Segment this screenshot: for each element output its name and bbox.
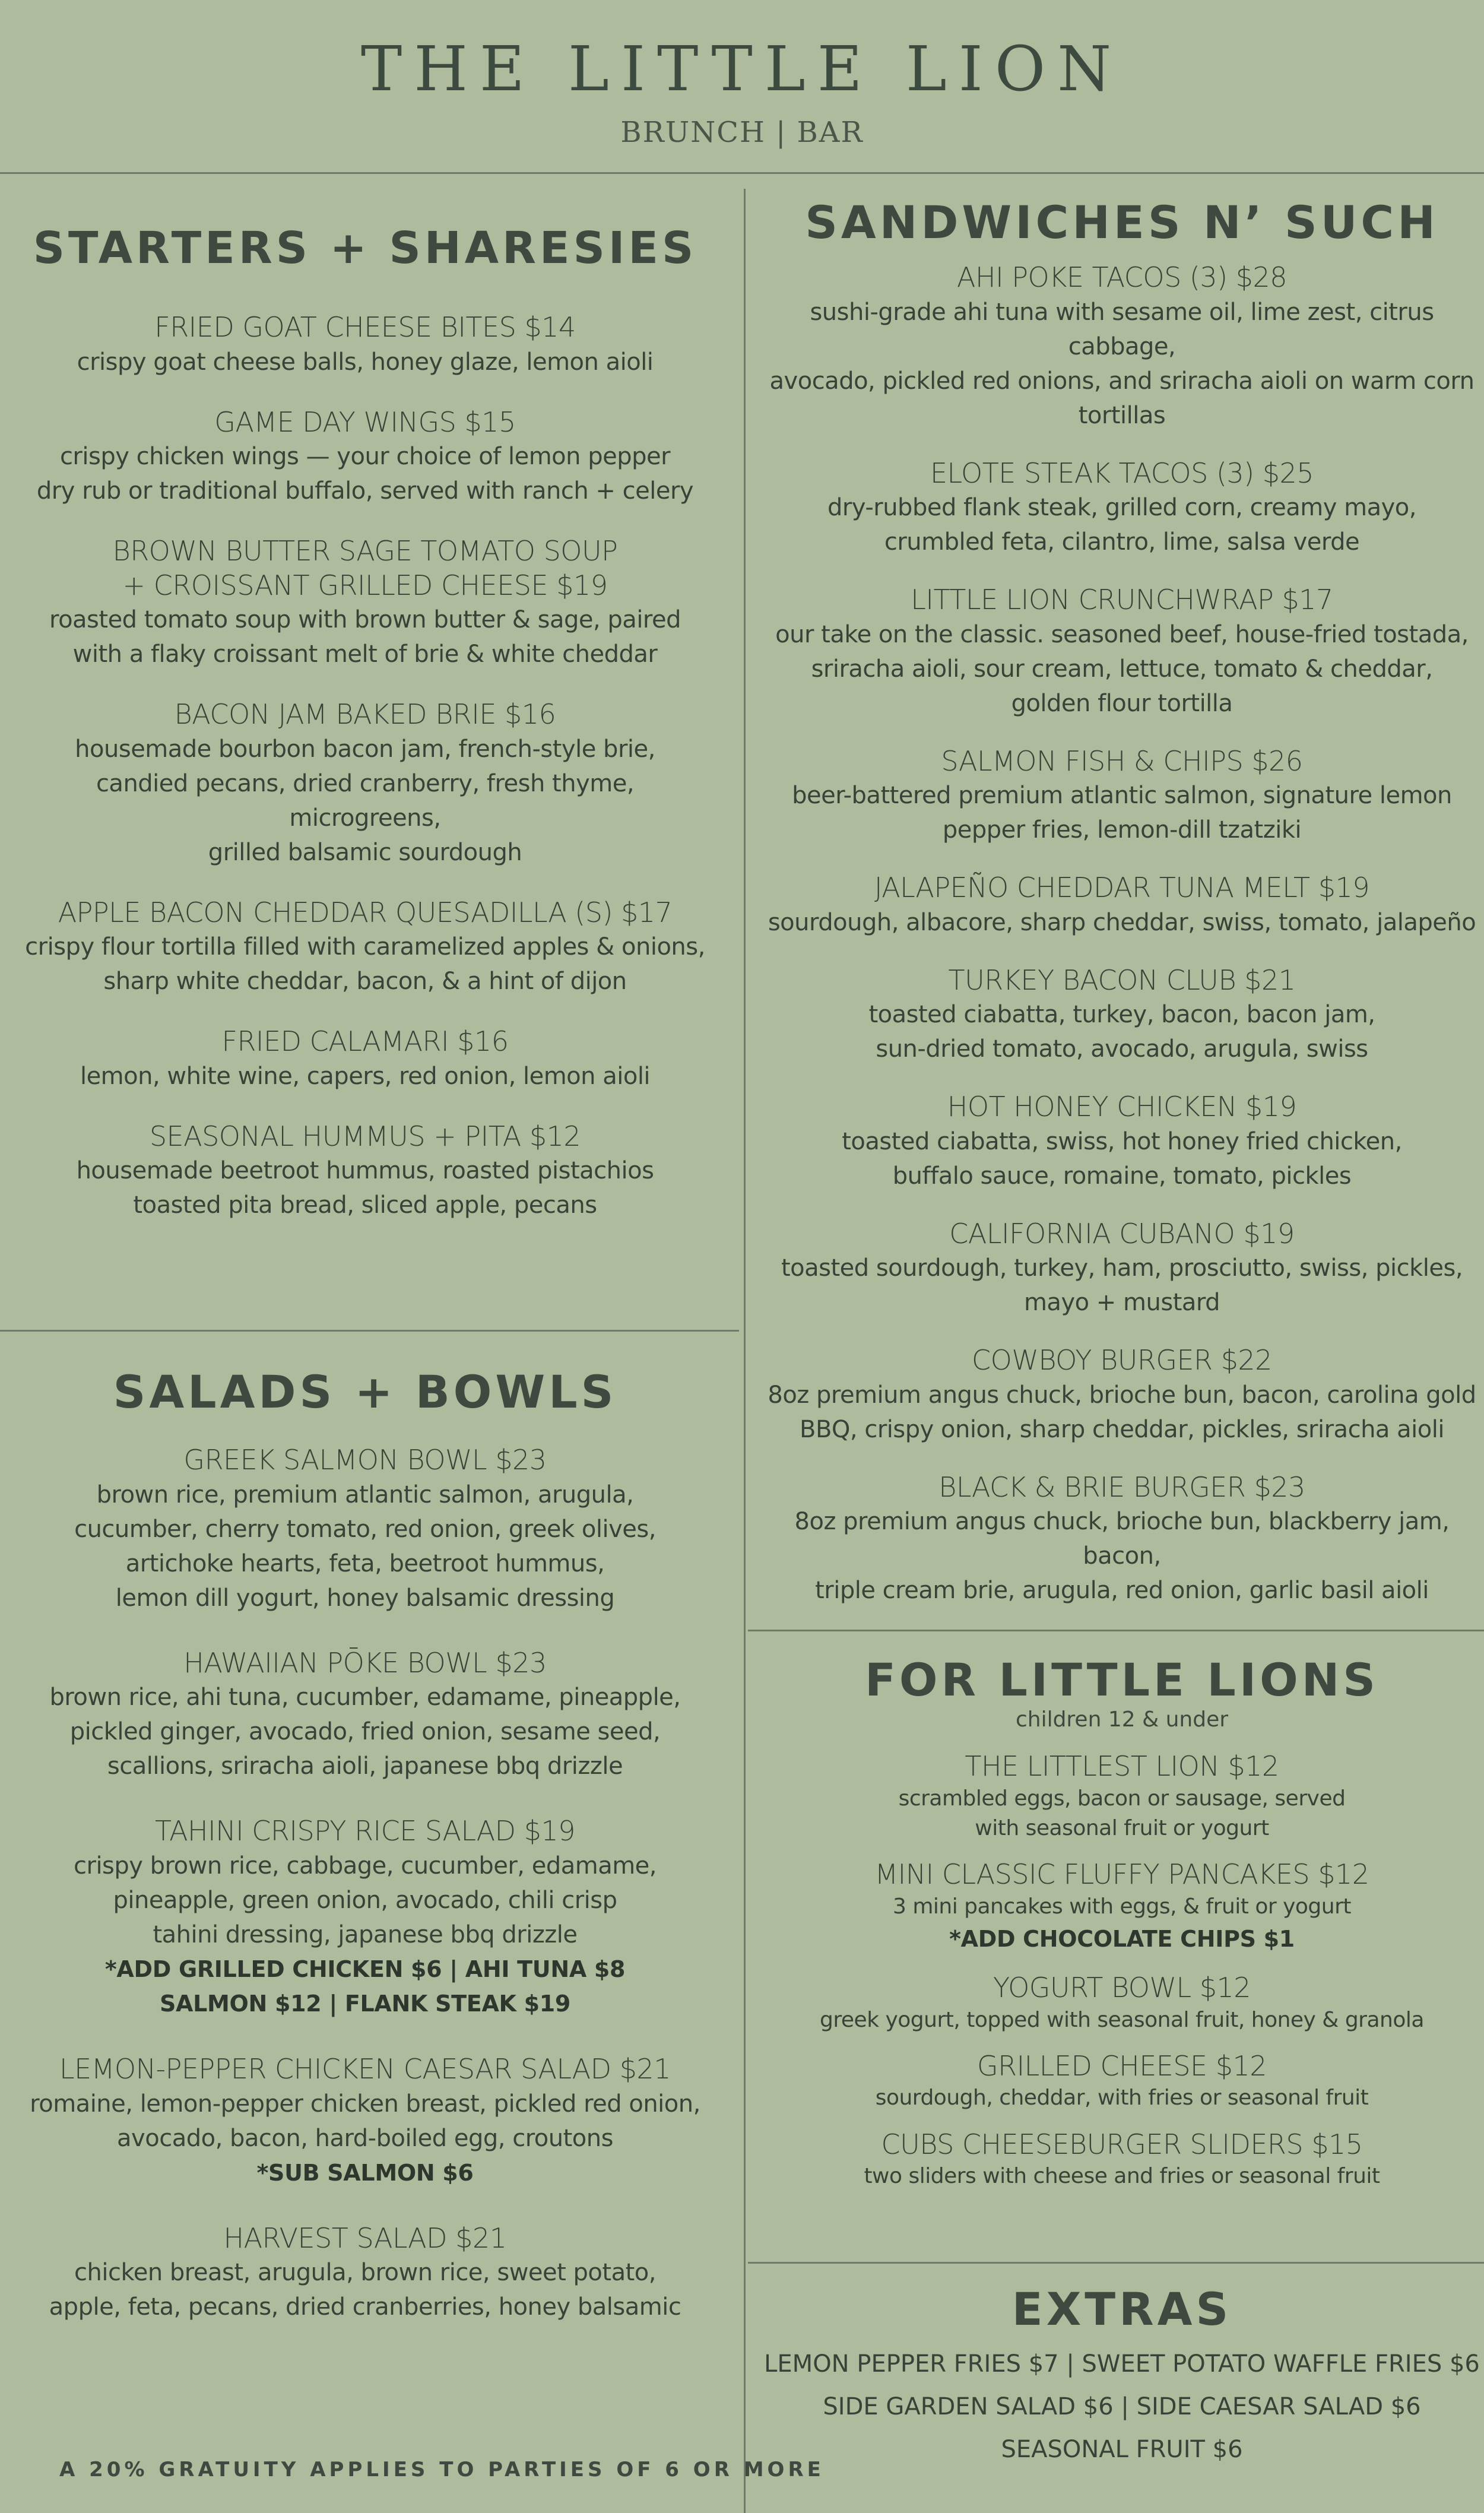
menu-item-name: SEASONAL HUMMUS + PITA $12	[149, 1120, 581, 1152]
salads-section	[24, 1365, 706, 2355]
menu-item	[760, 583, 1484, 721]
menu-item-description: dry-rubbed flank steak, grilled corn, creamy mayo, crumbled feta, cilantro, lime, salsa verde	[827, 494, 1416, 556]
menu-item-name: FRIED CALAMARI $16	[221, 1025, 509, 1057]
menu-item-description: toasted sourdough, turkey, ham, prosciutto, swiss, pickles, mayo + mustard	[781, 1254, 1463, 1316]
menu-item	[760, 261, 1484, 433]
salads-item-list	[24, 1443, 706, 2324]
menu-item	[24, 698, 706, 870]
menu-item	[24, 1814, 706, 2021]
menu-item-name: LEMON-PEPPER CHICKEN CAESAR SALAD $21	[59, 2053, 671, 2086]
menu-item-name: GAME DAY WINGS $15	[214, 405, 516, 438]
menu-item-name: THE LITTLEST LION $12	[965, 1750, 1279, 1782]
extras-line-item: LEMON PEPPER FRIES $7 | SWEET POTATO WAFFLE FRIES $6	[764, 2350, 1480, 2378]
starters-item-list	[24, 310, 706, 1222]
menu-item-name: JALAPEÑO CHEDDAR TUNA MELT $19	[874, 872, 1370, 904]
menu-item	[760, 1750, 1484, 1843]
extras-line-item: SIDE GARDEN SALAD $6 | SIDE CAESAR SALAD $6	[823, 2393, 1421, 2420]
menu-item-name: LITTLE LION CRUNCHWRAP $17	[911, 584, 1333, 616]
menu-item-name: GRILLED CHEESE $12	[976, 2049, 1267, 2082]
extras-section	[760, 2283, 1484, 2471]
menu-item-name: ELOTE STEAK TACOS (3) $25	[930, 457, 1314, 489]
starters-salads-divider	[0, 1330, 739, 1332]
menu-item	[760, 1858, 1484, 1957]
menu-item-name: COWBOY BURGER $22	[972, 1344, 1272, 1376]
menu-item	[24, 1025, 706, 1094]
section-title-starters: STARTERS + SHARESIES	[33, 223, 697, 274]
menu-item-name: TURKEY BACON CLUB $21	[948, 964, 1296, 996]
menu-item-description: scrambled eggs, bacon or sausage, served with seasonal fruit or yogurt	[898, 1786, 1346, 1840]
menu-item	[24, 1646, 706, 1784]
menu-item-description: brown rice, premium atlantic salmon, arugula, cucumber, cherry tomato, red onion, greek olives, artichoke hearts, feta, beetroot hummus, lemon dill yogurt, honey balsamic dressing	[74, 1481, 656, 1612]
menu-item-description: housemade bourbon bacon jam, french-style brie, candied pecans, dried cranberry, fresh thyme, microgreens, grilled balsamic sourdough	[75, 735, 655, 866]
gratuity-footnote: A 20% GRATUITY APPLIES TO PARTIES OF 6 OR MORE	[59, 2458, 825, 2482]
menu-item	[24, 1120, 706, 1223]
menu-item-name: BACON JAM BAKED BRIE $16	[174, 698, 556, 730]
menu-item-name: BROWN BUTTER SAGE TOMATO SOUP + CROISSANT GRILLED CHEESE $19	[112, 535, 618, 601]
menu-item	[24, 896, 706, 999]
menu-item-description: crispy brown rice, cabbage, cucumber, edamame, pineapple, green onion, avocado, chili crisp tahini dressing, japanese bbq drizzle	[74, 1852, 657, 1948]
menu-item	[760, 1343, 1484, 1447]
restaurant-logo-title: THE LITTLE LION	[360, 33, 1124, 105]
kids-subtitle: children 12 & under	[1015, 1707, 1229, 1732]
menu-item-name: HAWAIIAN PŌKE BOWL $23	[183, 1646, 547, 1679]
menu-item	[760, 2128, 1484, 2192]
vertical-column-divider	[744, 189, 746, 2513]
menu-item-name: BLACK & BRIE BURGER $23	[938, 1471, 1305, 1503]
menu-item-name: MINI CLASSIC FLUFFY PANCAKES $12	[874, 1858, 1369, 1891]
menu-item-description: crispy goat cheese balls, honey glaze, lemon aioli	[77, 348, 654, 376]
menu-item	[760, 1090, 1484, 1193]
menu-item-description: chicken breast, arugula, brown rice, sweet potato, apple, feta, pecans, dried cranberries, honey balsamic	[49, 2259, 681, 2321]
menu-item	[760, 1471, 1484, 1608]
extras-list	[760, 2343, 1484, 2471]
section-title-extras: EXTRAS	[1011, 2283, 1232, 2335]
menu-item-name: AHI POKE TACOS (3) $28	[957, 261, 1287, 293]
menu-header	[0, 0, 1484, 172]
menu-item-description: housemade beetroot hummus, roasted pistachios toasted pita bread, sliced apple, pecans	[76, 1157, 654, 1219]
menu-item-description: roasted tomato soup with brown butter & sage, paired with a flaky croissant melt of brie & white cheddar	[49, 606, 681, 668]
menu-item-name: HARVEST SALAD $21	[223, 2222, 507, 2254]
menu-item-name: FRIED GOAT CHEESE BITES $14	[154, 311, 576, 343]
menu-item-description: brown rice, ahi tuna, cucumber, edamame, pineapple, pickled ginger, avocado, fried onion, sesame seed, scallions, sriracha aioli, japanese bbq drizzle	[49, 1684, 681, 1780]
kids-item-list	[760, 1750, 1484, 2192]
menu-item-name: CUBS CHEESEBURGER SLIDERS $15	[881, 2128, 1363, 2160]
menu-item-description: 3 mini pancakes with eggs, & fruit or yogurt	[892, 1894, 1352, 1919]
sandwiches-item-list	[760, 261, 1484, 1608]
menu-item-description: sourdough, albacore, sharp cheddar, swiss, tomato, jalapeño	[768, 908, 1476, 936]
menu-item-description: crispy chicken wings — your choice of lemon pepper dry rub or traditional buffalo, served with ranch + celery	[36, 443, 694, 505]
extras-line-item: SEASONAL FRUIT $6	[1001, 2436, 1243, 2463]
menu-item	[24, 2222, 706, 2325]
menu-item	[760, 2049, 1484, 2113]
section-title-salads: SALADS + BOWLS	[113, 1365, 617, 1418]
menu-item-name: TAHINI CRISPY RICE SALAD $19	[155, 1815, 575, 1847]
sandwiches-section	[760, 196, 1484, 1631]
menu-item	[760, 744, 1484, 848]
menu-item-addon-note: *ADD CHOCOLATE CHIPS $1	[949, 1926, 1295, 1953]
menu-item-description: 8oz premium angus chuck, brioche bun, bacon, carolina gold BBQ, crispy onion, sharp cheddar, pickles, sriracha aioli	[768, 1381, 1476, 1443]
section-title-kids: FOR LITTLE LIONS	[864, 1653, 1380, 1706]
menu-item-description: sushi-grade ahi tuna with sesame oil, lime zest, citrus cabbage, avocado, pickled red onions, and sriracha aioli on warm corn tortillas	[769, 298, 1475, 429]
menu-item-name: HOT HONEY CHICKEN $19	[947, 1091, 1297, 1123]
menu-item-description: two sliders with cheese and fries or seasonal fruit	[864, 2164, 1380, 2189]
starters-section	[24, 223, 706, 1248]
menu-item	[24, 405, 706, 509]
menu-item-name: GREEK SALMON BOWL $23	[183, 1444, 547, 1476]
menu-item	[24, 2052, 706, 2190]
menu-item	[24, 1443, 706, 1615]
menu-item-description: beer-battered premium atlantic salmon, signature lemon pepper fries, lemon-dill tzatziki	[792, 782, 1452, 844]
menu-item	[24, 534, 706, 671]
menu-item-name: SALMON FISH & CHIPS $26	[941, 744, 1303, 777]
menu-item-description: 8oz premium angus chuck, brioche bun, blackberry jam, bacon, triple cream brie, arugula, red onion, garlic basil aioli	[794, 1508, 1450, 1604]
menu-item-name: APPLE BACON CHEDDAR QUESADILLA (S) $17	[58, 896, 673, 928]
menu-item-description: our take on the classic. seasoned beef, house-fried tostada, sriracha aioli, sour cream, lettuce, tomato & cheddar, golden flour tortilla	[775, 620, 1469, 717]
menu-item	[760, 1971, 1484, 2035]
menu-item-description: lemon, white wine, capers, red onion, lemon aioli	[80, 1062, 651, 1090]
menu-item-description: romaine, lemon-pepper chicken breast, pickled red onion, avocado, bacon, hard-boiled egg, croutons	[30, 2090, 700, 2152]
menu-item-description: greek yogurt, topped with seasonal fruit, honey & granola	[820, 2007, 1424, 2032]
menu-item-description: toasted ciabatta, turkey, bacon, bacon jam, sun-dried tomato, avocado, arugula, swiss	[868, 1001, 1375, 1063]
menu-item	[760, 964, 1484, 1067]
menu-item-name: YOGURT BOWL $12	[993, 1972, 1251, 2004]
menu-item-name: CALIFORNIA CUBANO $19	[949, 1217, 1295, 1250]
menu-item-addon-note: *ADD GRILLED CHICKEN $6 | AHI TUNA $8 SALMON $12 | FLANK STEAK $19	[104, 1956, 626, 2017]
menu-item-addon-note: *SUB SALMON $6	[256, 2159, 474, 2186]
kids-section	[760, 1653, 1484, 2206]
header-divider	[0, 172, 1484, 174]
section-title-sandwiches: SANDWICHES N’ SUCH	[805, 196, 1439, 249]
menu-item	[760, 871, 1484, 940]
menu-item	[24, 310, 706, 379]
menu-item	[760, 1217, 1484, 1320]
menu-item-description: sourdough, cheddar, with fries or seasonal fruit	[875, 2086, 1369, 2110]
restaurant-tagline: BRUNCH | BAR	[620, 116, 864, 149]
menu-item-description: toasted ciabatta, swiss, hot honey fried chicken, buffalo sauce, romaine, tomato, pickles	[842, 1127, 1402, 1190]
menu-item-description: crispy flour tortilla filled with caramelized apples & onions, sharp white cheddar, bacon, & a hint of dijon	[25, 933, 705, 995]
menu-item	[760, 457, 1484, 560]
kids-extras-divider	[748, 2262, 1484, 2264]
